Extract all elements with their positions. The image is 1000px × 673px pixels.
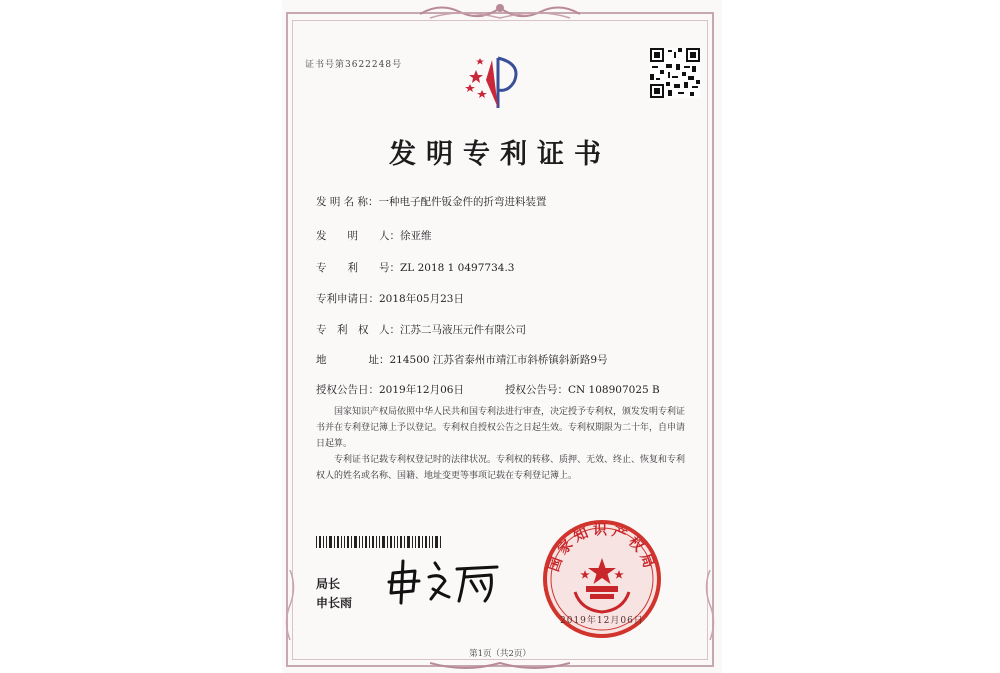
bottom-ornament: [430, 657, 570, 673]
right-ornament: [703, 570, 717, 640]
certificate-number: 证书号第3622248号: [305, 60, 403, 70]
field-patent-number: [316, 260, 514, 275]
field-address: [316, 352, 608, 367]
pub-number-value: CN 108907025 B: [568, 384, 660, 396]
field-label: 发 明 人：: [316, 230, 400, 242]
director-signature: [385, 555, 505, 607]
field-value: 江苏二马液压元件有限公司: [400, 324, 526, 336]
barcode: [316, 536, 442, 548]
top-ornament: [420, 0, 580, 26]
statement-paragraph-1: 国家知识产权局依照中华人民共和国专利法进行审查，决定授予专利权，颁发发明专利证书并在专利登记簿上予以登记。专利权自授权公告之日起生效。专利权期限为二十年，自申请日起算。: [316, 407, 686, 449]
certificate-title: 发明专利证书: [389, 139, 611, 170]
field-label: 发 明 名 称：: [316, 196, 379, 208]
field-value: ZL 2018 1 0497734.3: [400, 262, 515, 274]
patent-office-emblem-icon: [462, 50, 524, 112]
pub-number-label: 授权公告号：: [505, 384, 568, 396]
field-publication-number: [505, 382, 660, 397]
field-value: 214500 江苏省泰州市靖江市斜桥镇斜新路9号: [389, 354, 608, 366]
field-label: 地 址：: [316, 354, 390, 366]
field-filing-date: [316, 291, 464, 306]
field-value: 徐亚维: [400, 230, 432, 242]
qr-code: [650, 48, 700, 98]
page-indicator: 第1页（共2页）: [469, 649, 531, 659]
grant-date-label: 授权公告日：: [316, 384, 379, 396]
field-value: 2018年05月23日: [379, 293, 464, 305]
field-value: 一种电子配件钣金件的折弯进料装置: [378, 196, 547, 208]
grant-date-value: 2019年12月06日: [379, 384, 464, 396]
signer-name: 申长雨: [316, 596, 353, 610]
field-patentee: [316, 322, 526, 337]
field-grant-date: [316, 382, 464, 397]
field-label: 专利申请日：: [316, 293, 379, 305]
field-invention-name: [316, 194, 547, 209]
left-ornament: [283, 570, 297, 640]
field-inventor: [316, 228, 432, 243]
seal-text: 国家知识产权局: [546, 522, 658, 574]
signer-title: 局长: [316, 577, 341, 591]
statement-paragraph-2: 专利证书记载专利权登记时的法律状况。专利权的转移、质押、无效、终止、恢复和专利权人的姓名或名称、国籍、地址变更等事项记载在专利登记簿上。: [316, 455, 686, 481]
seal-date: 2019年12月06日: [560, 616, 644, 626]
field-label: 专 利 号：: [316, 262, 400, 274]
field-label: 专 利 权 人：: [316, 324, 400, 336]
